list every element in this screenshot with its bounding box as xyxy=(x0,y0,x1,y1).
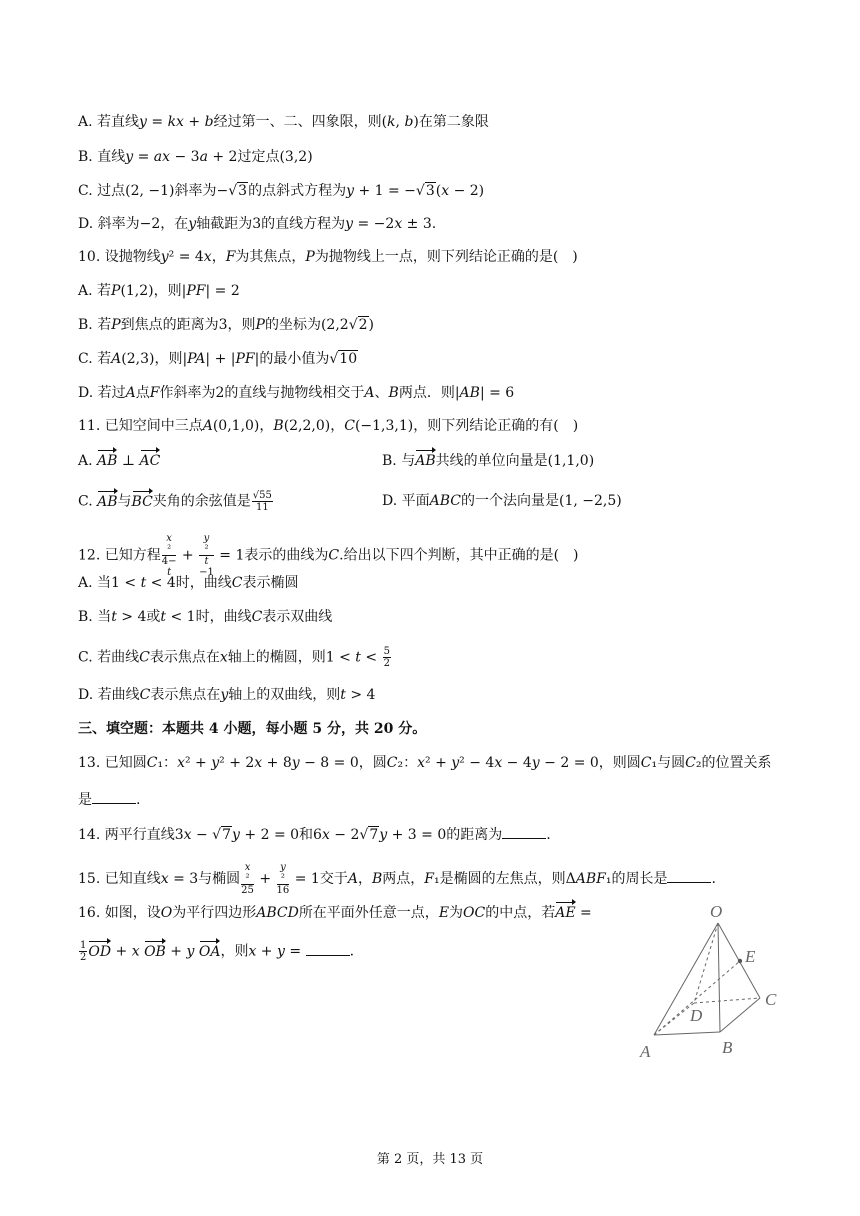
q12-option-a: A. 当1 < t < 4时，曲线C表示椭圆 xyxy=(78,575,299,591)
q12-option-d: D. 若曲线C表示焦点在y轴上的双曲线，则t > 4 xyxy=(78,687,376,703)
q11-option-b: B. 与AB共线的单位向量是(1,1,0) xyxy=(382,453,595,469)
label-c: C xyxy=(765,990,777,1009)
q11-stem: 11. 已知空间中三点A(0,1,0)，B(2,2,0)，C(−1,3,1)，则下列结论正确的有( ) xyxy=(78,418,579,434)
label-e: E xyxy=(745,947,756,966)
q16-continued: $\frac{1}{2}$ OD + x OB + y OA，则x + y = . xyxy=(80,940,355,963)
q9-option-b: B. 直线y = ax − 3a + 2过定点(3,2) xyxy=(78,149,313,165)
q9-option-c: C. 过点(2, −1)斜率为−√3的点斜式方程为y + 1 = −√3(x − 2) xyxy=(78,183,485,199)
q12-stem: 12. 已知方程 x ² 4− t + y ² t −1 = 1表示的曲线为C.给出以下四个判断，其中正确的是( ) xyxy=(78,533,579,578)
pyramid-figure xyxy=(632,895,792,1065)
label-a: A xyxy=(640,1042,651,1061)
label-o: O xyxy=(710,902,723,921)
q14-stem: 14. 两平行直线3x − √7y + 2 = 0和6x − 2√7y + 3 = 0的距离为 . xyxy=(78,827,551,843)
q13-stem: 13. 已知圆C₁：x² + y² + 2x + 8y − 8 = 0，圆C₂：x² + y² − 4x − 4y − 2 = 0，则圆C₁与圆C₂的位置关系 xyxy=(78,755,772,771)
q13-continued: 是 . xyxy=(78,792,141,808)
q10-option-d: D. 若过A点F作斜率为2的直线与抛物线相交于A、B两点．则|AB| = 6 xyxy=(78,385,515,401)
q10-option-c: C. 若A(2,3)，则|PA| + |PF|的最小值为√10 xyxy=(78,351,358,367)
q10-stem: 10. 设抛物线y² = 4x，F为其焦点，P为抛物线上一点，则下列结论正确的是( ) xyxy=(78,249,578,265)
q12-option-b: B. 当t > 4或t < 1时，曲线C表示双曲线 xyxy=(78,609,333,625)
q11-option-c: C. AB与BC夹角的余弦值是 $\frac{√55}{11}$ xyxy=(78,490,272,513)
q10-option-b: B. 若P到焦点的距离为3，则P的坐标为(2,2√2) xyxy=(78,317,375,333)
page-footer: 第 2 页，共 13 页 xyxy=(376,1152,484,1167)
label-b: B xyxy=(722,1038,733,1057)
q11-option-a: A. AB ⊥ AC xyxy=(78,453,161,469)
q15-stem: 15. 已知直线x = 3与椭圆 x ² 25 + y ² 16 = 1交于A，B两点，F₁是椭圆的左焦点，则ΔABF₁的周长是 . xyxy=(78,862,716,896)
label-d: D xyxy=(690,1006,703,1025)
section-heading: 三、填空题：本题共 4 小题，每小题 5 分，共 20 分。 xyxy=(78,721,427,737)
q9-option-a: A. 若直线y = kx + b经过第一、二、四象限，则(k, b)在第二象限 xyxy=(78,114,489,130)
q11-option-d: D. 平面ABC的一个法向量是(1, −2,5) xyxy=(382,493,622,509)
q9-option-d: D. 斜率为−2，在y轴截距为3的直线方程为y = −2x ± 3. xyxy=(78,216,437,232)
q16-stem: 16. 如图，设O为平行四边形ABCD所在平面外任意一点，E为OC的中点，若AE = xyxy=(78,905,592,921)
q10-option-a: A. 若P(1,2)，则|PF| = 2 xyxy=(78,283,240,299)
q12-option-c: C. 若曲线C表示焦点在x轴上的椭圆，则1 < t < $\frac{5}{2}$ xyxy=(78,646,390,669)
